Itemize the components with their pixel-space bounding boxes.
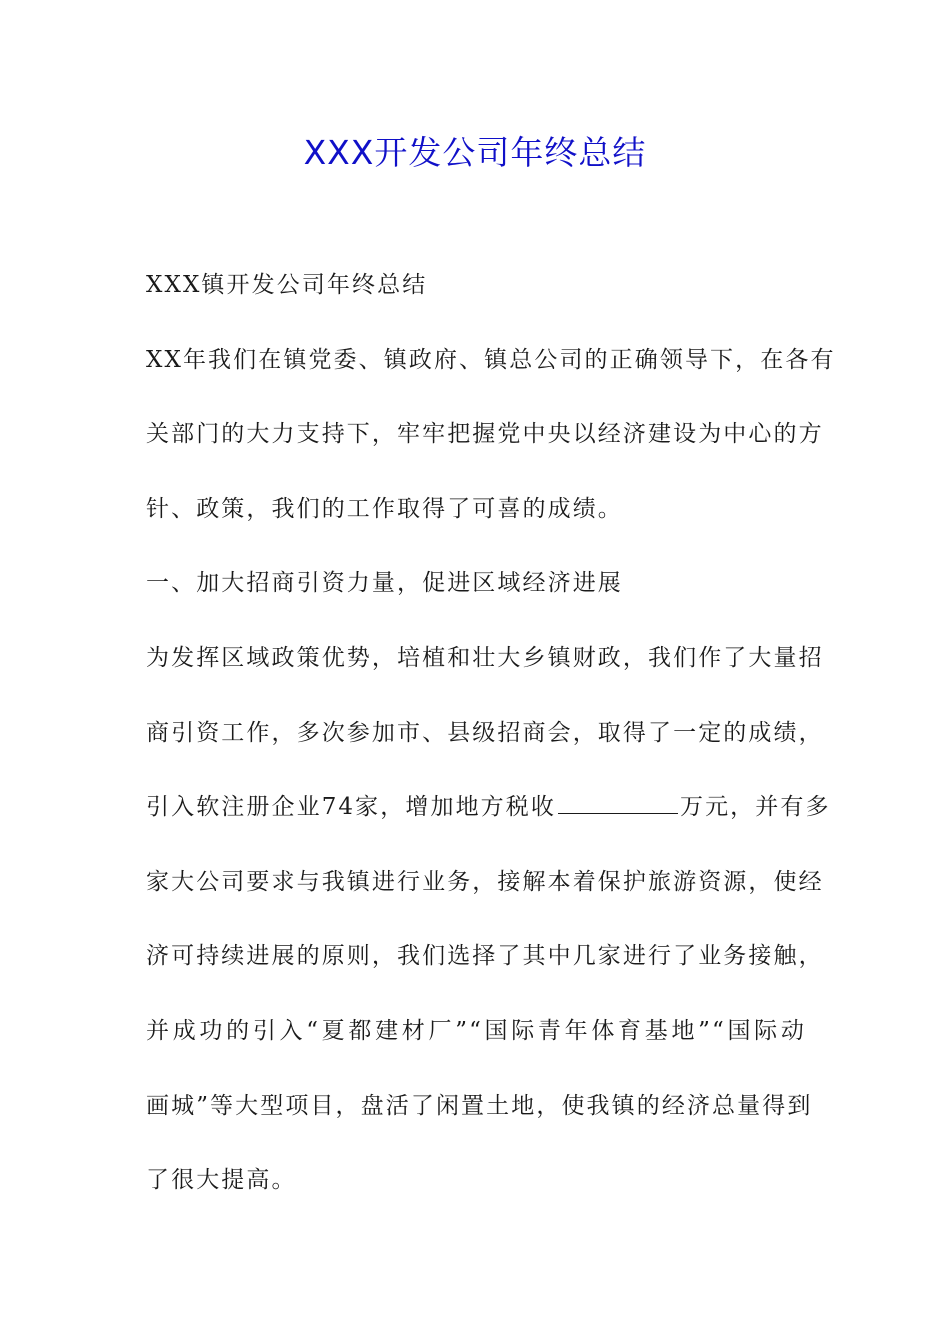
paragraph-2-line-8: 了很大提高。 (146, 1167, 297, 1194)
paragraph-2-line-7: 画城”等大型项目，盘活了闲置土地，使我镇的经济总量得到 (146, 1092, 813, 1119)
paragraph-1-line-3: 针、政策，我们的工作取得了可喜的成绩。 (146, 495, 623, 522)
document-title: XXX开发公司年终总结 (303, 133, 647, 172)
paragraph-2-line-3 (146, 782, 831, 857)
paragraph-2-line-2: 商引资工作，多次参加市、县级招商会，取得了一定的成绩， (146, 719, 824, 746)
tax-text-after-blank: 万元，并有多 (679, 794, 831, 821)
tax-text-before-blank: 引入软注册企业74家，增加地方税收 (146, 794, 556, 821)
fill-in-blank (558, 793, 678, 814)
paragraph-2-line-4: 家大公司要求与我镇进行业务，接解本着保护旅游资源，使经 (146, 868, 824, 895)
paragraph-1-line-1: XX年我们在镇党委、镇政府、镇总公司的正确领导下，在各有 (146, 346, 836, 373)
section-heading-1: 一、加大招商引资力量，促进区域经济进展 (146, 570, 623, 597)
document-subtitle: XXX镇开发公司年终总结 (146, 272, 428, 298)
paragraph-2-line-5: 济可持续进展的原则，我们选择了其中几家进行了业务接触， (146, 943, 824, 970)
paragraph-2-line-6: 并成功的引入“夏都建材厂”“国际青年体育基地”“国际动 (146, 1017, 806, 1044)
document-body (146, 260, 836, 1230)
paragraph-2-line-1: 为发挥区域政策优势，培植和壮大乡镇财政，我们作了大量招 (146, 644, 824, 671)
paragraph-1-line-2: 关部门的大力支持下，牢牢把握党中央以经济建设为中心的方 (146, 421, 824, 448)
